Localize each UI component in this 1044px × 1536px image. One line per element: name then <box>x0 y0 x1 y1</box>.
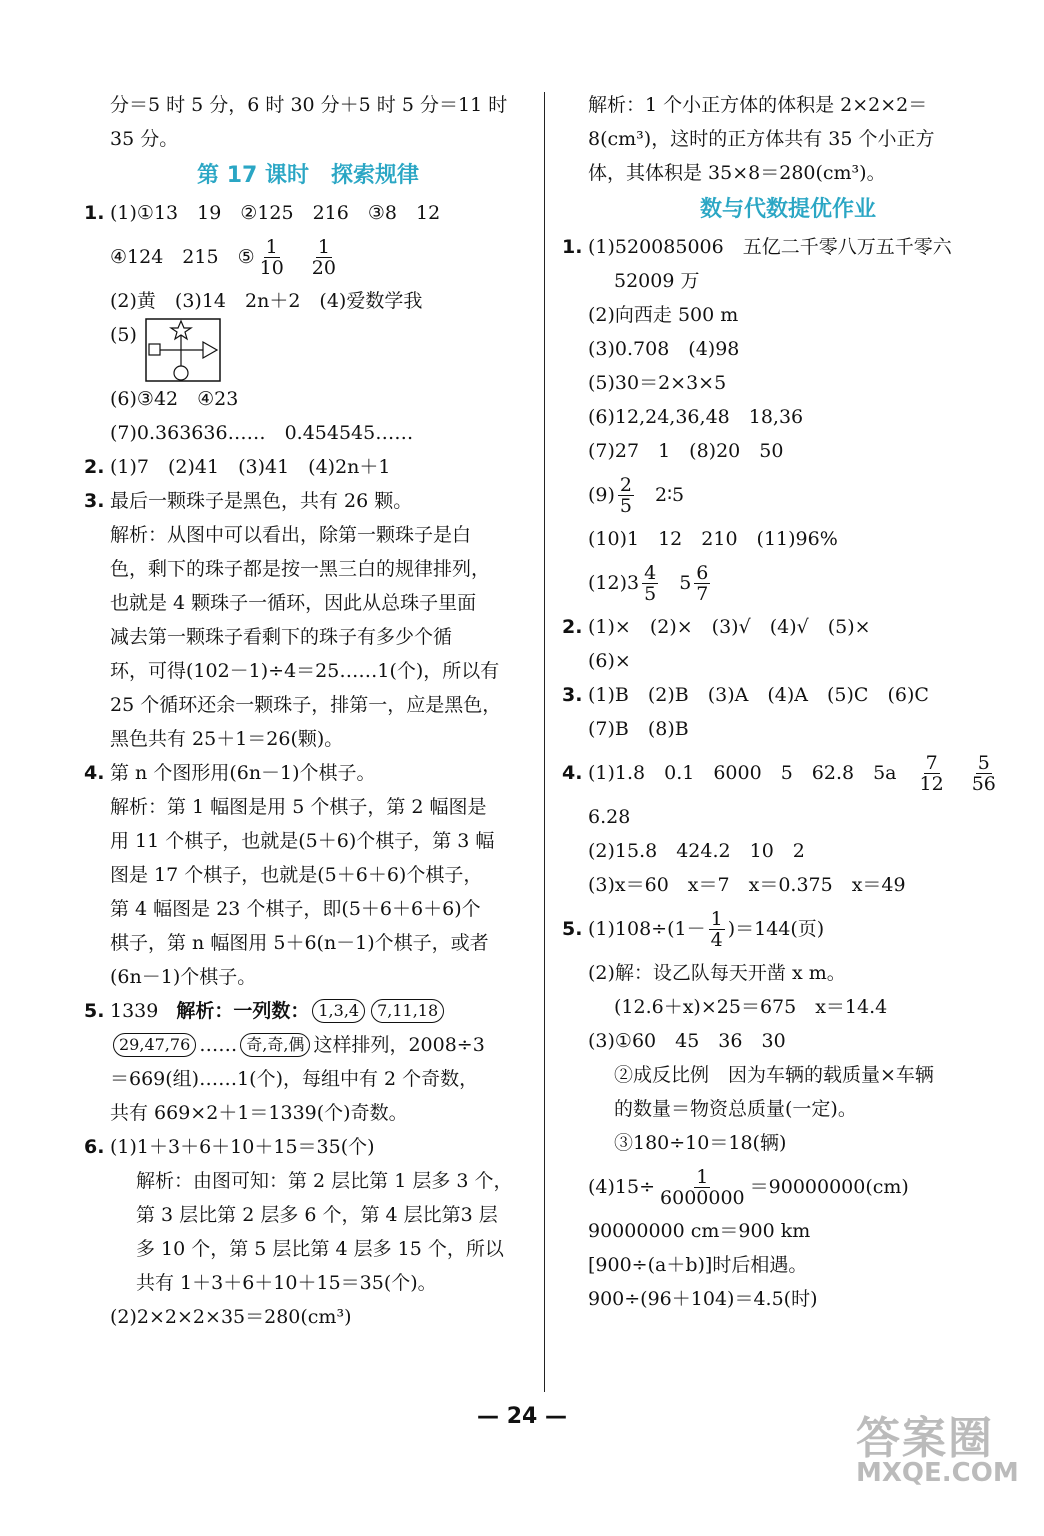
answer-line <box>562 468 1014 522</box>
answer-line: (1)7 (2)41 (3)41 (4)2n＋1 <box>110 456 391 478</box>
answer-line: 最后一颗珠子是黑色，共有 26 颗。 <box>110 490 413 512</box>
left-column <box>84 88 532 1334</box>
answer-line: ③180÷10＝18(辆) <box>614 1132 787 1154</box>
question-number: 4. <box>562 762 583 784</box>
question-2 <box>562 610 1014 644</box>
answer-text: (12)3 <box>588 572 640 594</box>
answer-text: ＝90000000(cm) <box>749 1176 909 1198</box>
answer-line: (5)30＝2×3×5 <box>588 372 727 394</box>
answer-line: (3)①60 45 36 30 <box>588 1030 786 1052</box>
fraction: $\frac{1}{10}$ <box>259 235 284 279</box>
answer-line: (1)× (2)× (3)√ (4)√ (5)× <box>588 616 871 638</box>
answer-line: (6)× <box>588 650 631 672</box>
question-number: 1. <box>562 236 583 258</box>
answer-line: 52009 万 <box>614 270 700 292</box>
answer-line: 90000000 cm＝900 km <box>588 1220 811 1242</box>
answer-line: (1)①13 19 ②125 216 ③8 12 <box>110 202 441 224</box>
analysis-line: 环，可得(102－1)÷4＝25……1(个)，所以有 <box>110 660 500 682</box>
question-number: 5. <box>562 918 583 940</box>
question-3 <box>562 678 1014 712</box>
answer-text: 2∶5 <box>655 484 685 506</box>
question-1 <box>562 230 1014 264</box>
answer-line: (7)27 1 (8)20 50 <box>588 440 784 462</box>
question-number: 1. <box>84 202 105 224</box>
question-2 <box>84 450 532 484</box>
analysis-line: 色，剩下的珠子都是按一黑三白的规律排列， <box>110 558 491 580</box>
text-line: 35 分。 <box>110 128 179 150</box>
analysis-line: 体，其体积是 35×8＝280(cm³)。 <box>588 162 886 184</box>
answer-line: (2)15.8 424.2 10 2 <box>588 840 805 862</box>
analysis-label: 解析：一列数： <box>176 1000 310 1022</box>
watermark-text: 答案圈 <box>856 1413 994 1464</box>
answer-line: (1)B (2)B (3)A (4)A (5)C (6)C <box>588 684 929 706</box>
answer-line: 第 n 个图形用(6n－1)个棋子。 <box>110 762 376 784</box>
fraction: $\frac{2}{5}$ <box>619 473 633 517</box>
answer-line: (6)③42 ④23 <box>110 388 239 410</box>
analysis-text: 这样排列，2008÷3 <box>313 1034 485 1056</box>
question-number: 3. <box>562 684 583 706</box>
answer-text: (5) <box>110 324 137 346</box>
answer-line: (1)1＋3＋6＋10＋15＝35(个) <box>110 1136 375 1158</box>
answer-line: 900÷(96＋104)＝4.5(时) <box>588 1288 818 1310</box>
circled-group: 1,3,4 <box>312 999 365 1023</box>
answer-line: (7)0.363636…… 0.454545…… <box>110 422 414 444</box>
analysis-line: 第 4 幅图是 23 个棋子，即(5＋6＋6＋6)个 <box>110 898 481 920</box>
circled-group: 29,47,76 <box>113 1033 196 1057</box>
answer-line: (1)520085006 五亿二千零八万五千零六 <box>588 236 952 258</box>
fraction: $\frac{1}{20}$ <box>311 235 336 279</box>
question-3 <box>84 484 532 518</box>
answer-line: (2)黄 (3)14 2n＋2 (4)爱数学我 <box>110 290 423 312</box>
analysis-line: 共有 669×2＋1＝1339(个)奇数。 <box>110 1102 408 1124</box>
analysis-line: 解析：1 个小正方体的体积是 2×2×2＝ <box>588 94 928 116</box>
analysis-line: 8(cm³)，这时的正方体共有 35 个小正方 <box>588 128 935 150</box>
answer-text: )＝144(页) <box>727 918 825 940</box>
pattern-figure-icon <box>145 318 221 382</box>
answer-line: (7)B (8)B <box>588 718 689 740</box>
fraction: $\frac{6}{7}$ <box>696 561 709 605</box>
question-number: 5. <box>84 1000 105 1022</box>
question-4 <box>562 746 1014 800</box>
answer-line <box>84 318 532 382</box>
watermark-url: MXQE.COM <box>856 1458 1019 1488</box>
analysis-line: 解析：第 1 幅图是用 5 个棋子，第 2 幅图是 <box>110 796 487 818</box>
answer-line: (2)2×2×2×35＝280(cm³) <box>110 1306 352 1328</box>
analysis-line: 共有 1＋3＋6＋10＋15＝35(个)。 <box>136 1272 437 1294</box>
answer-line: (2)向西走 500 m <box>588 304 739 326</box>
answer-line: (3)0.708 (4)98 <box>588 338 740 360</box>
answer-text: 5 <box>679 572 692 594</box>
ellipsis: …… <box>199 1034 238 1056</box>
question-6 <box>84 1130 532 1164</box>
question-4 <box>84 756 532 790</box>
question-number: 4. <box>84 762 105 784</box>
analysis-line: 解析：从图中可以看出，除第一颗珠子是白 <box>110 524 472 546</box>
analysis-line: 解析：由图可知：第 2 层比第 1 层多 3 个， <box>136 1170 513 1192</box>
answer-line: (10)1 12 210 (11)96% <box>588 528 838 550</box>
question-number: 6. <box>84 1136 105 1158</box>
analysis-line: 第 3 层比第 2 层多 6 个，第 4 层比第3 层 <box>136 1204 498 1226</box>
analysis-line: 也就是 4 颗珠子一循环，因此从总珠子里面 <box>110 592 477 614</box>
fraction: $\frac{1}{6000000}$ <box>660 1165 745 1209</box>
answer-line: (3)x＝60 x＝7 x＝0.375 x＝49 <box>588 874 906 896</box>
answer-text: ④124 215 ⑤ <box>110 246 255 268</box>
section-title: 数与代数提优作业 <box>699 197 876 222</box>
answer-line: 的数量＝物资总质量(一定)。 <box>614 1098 857 1120</box>
answer-line <box>84 230 532 284</box>
page-number: — 24 — <box>477 1404 567 1429</box>
fraction: $\frac{1}{4}$ <box>710 907 723 951</box>
circled-group: 7,11,18 <box>371 999 444 1023</box>
answer-line: (12.6＋x)×25＝675 x＝14.4 <box>614 996 888 1018</box>
answer-text: (9) <box>588 484 615 506</box>
answer-line <box>562 556 1014 610</box>
fraction: $\frac{4}{5}$ <box>644 561 657 605</box>
fraction: $\frac{7}{12}$ <box>919 751 944 795</box>
answer-line <box>562 1160 1014 1214</box>
answer-line: (2)解：设乙队每天开凿 x m。 <box>588 962 846 984</box>
analysis-line: 25 个循环还余一颗珠子，排第一，应是黑色， <box>110 694 502 716</box>
analysis-line: ＝669(组)……1(个)，每组中有 2 个奇数， <box>110 1068 479 1090</box>
right-column <box>562 88 1014 1316</box>
answer-text: (1)1.8 0.1 6000 5 62.8 5a <box>588 762 897 784</box>
question-number: 3. <box>84 490 105 512</box>
answer-text: (1)108÷(1－ <box>588 918 706 940</box>
question-1 <box>84 196 532 230</box>
text-line: 分＝5 时 5 分，6 时 30 分＋5 时 5 分＝11 时 <box>110 94 508 116</box>
analysis-line: 多 10 个，第 5 层比第 4 层多 15 个，所以 <box>136 1238 504 1260</box>
analysis-line: 黑色共有 25＋1＝26(颗)。 <box>110 728 344 750</box>
answer-text: 1339 <box>110 1000 159 1022</box>
analysis-line <box>84 1028 532 1062</box>
analysis-line: 用 11 个棋子，也就是(5＋6)个棋子，第 3 幅 <box>110 830 495 852</box>
question-number: 2. <box>562 616 583 638</box>
answer-text: (4)15÷ <box>588 1176 656 1198</box>
question-5 <box>562 902 1014 956</box>
analysis-line: 图是 17 个棋子，也就是(5＋6＋6)个棋子， <box>110 864 483 886</box>
answer-line: ②成反比例 因为车辆的载质量×车辆 <box>614 1064 934 1086</box>
analysis-line: (6n－1)个棋子。 <box>110 966 257 988</box>
circled-group: 奇,奇,偶 <box>240 1033 310 1057</box>
answer-line: (6)12,24,36,48 18,36 <box>588 406 804 428</box>
analysis-line: 减去第一颗珠子看剩下的珠子有多少个循 <box>110 626 453 648</box>
answer-line: [900÷(a＋b)]时后相遇。 <box>588 1254 808 1276</box>
watermark-logo <box>856 1413 1019 1522</box>
question-5 <box>84 994 532 1028</box>
fraction: $\frac{5}{56}$ <box>971 751 996 795</box>
analysis-line: 棋子，第 n 幅图用 5＋6(n－1)个棋子，或者 <box>110 932 489 954</box>
column-divider <box>544 92 545 1392</box>
section-title: 第 17 课时 探索规律 <box>197 163 419 188</box>
question-number: 2. <box>84 456 105 478</box>
answer-line: 6.28 <box>588 806 631 828</box>
